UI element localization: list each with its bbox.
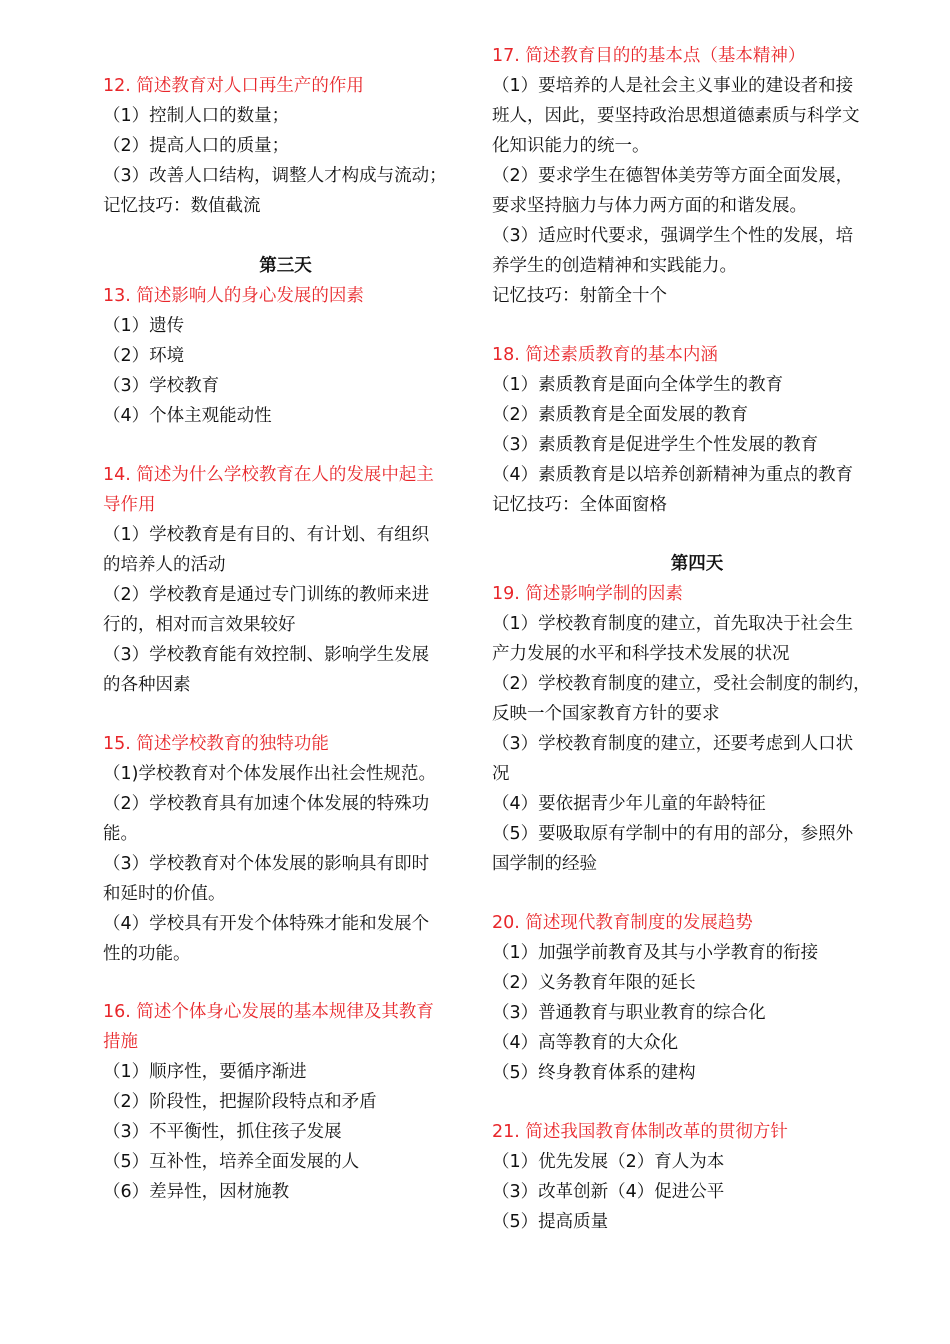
answer-line: （1）素质教育是面向全体学生的教育 [492,375,784,395]
answer-line: （2）环境 [103,346,185,366]
question-20-title: 20. 简述现代教育制度的发展趋势 [492,913,753,933]
answer-line: （4）要依据青少年儿童的年龄特征 [492,794,766,814]
answer-line: （2）学校教育是通过专门训练的教师来进 [103,585,430,605]
memory-tip: 记忆技巧：射箭全十个 [492,286,667,306]
answer-line: （4）高等教育的大众化 [492,1033,679,1053]
question-16 [103,997,468,1207]
answer-line: （1）学校教育制度的建立，首先取决于社会生 [492,614,854,634]
question-15-title: 15. 简述学校教育的独特功能 [103,734,329,754]
question-16-title: 16. 简述个体身心发展的基本规律及其教育 [103,1002,434,1022]
answer-line: （1）顺序性，要循序渐进 [103,1062,307,1082]
answer-line: 况 [492,764,510,784]
answer-line: 要求坚持脑力与体力两方面的和谐发展。 [492,196,807,216]
answer-line: 行的，相对而言效果较好 [103,615,296,635]
answer-line: （5）终身教育体系的建构 [492,1063,696,1083]
answer-line: （4）学校具有开发个体特殊才能和发展个 [103,914,430,934]
answer-line: （3）改革创新（4）促进公平 [492,1182,725,1202]
answer-line: （2）学校教育制度的建立，受社会制度的制约， [492,674,871,694]
answer-line: （3）学校教育对个体发展的影响具有即时 [103,854,430,874]
answer-line: （1)学校教育对个体发展作出社会性规范。 [103,764,436,784]
answer-line: （3）改善人口结构，调整人才构成与流动； [103,166,447,186]
answer-line: 的各种因素 [103,675,191,695]
question-12-title: 12. 简述教育对人口再生产的作用 [103,76,364,96]
answer-line: 反映一个国家教育方针的要求 [492,704,720,724]
answer-line: （1）要培养的人是社会主义事业的建设者和接 [492,76,854,96]
answer-line: （3）学校教育能有效控制、影响学生发展 [103,645,430,665]
answer-line: （3）普通教育与职业教育的综合化 [492,1003,766,1023]
answer-line: （3）素质教育是促进学生个性发展的教育 [492,435,819,455]
question-13-title: 13. 简述影响人的身心发展的因素 [103,286,364,306]
answer-line: （2）素质教育是全面发展的教育 [492,405,749,425]
answer-line: （1）控制人口的数量； [103,106,290,126]
answer-line: （3）学校教育制度的建立，还要考虑到人口状 [492,734,854,754]
answer-line: （2）学校教育具有加速个体发展的特殊功 [103,794,430,814]
day-heading-4 [492,549,902,579]
question-17-title: 17. 简述教育目的的基本点（基本精神） [492,46,806,66]
answer-line: （3）不平衡性，抓住孩子发展 [103,1122,342,1142]
answer-line: 产力发展的水平和科学技术发展的状况 [492,644,790,664]
answer-line: 和延时的价值。 [103,884,226,904]
question-12 [103,71,468,221]
answer-line: （1）学校教育是有目的、有计划、有组织 [103,525,430,545]
question-16-title-cont: 措施 [103,1032,138,1052]
answer-line: （1）优先发展（2）育人为本 [492,1152,725,1172]
day-3-heading: 第三天 [259,256,312,276]
memory-tip: 记忆技巧：数值截流 [103,196,261,216]
answer-line: （1）加强学前教育及其与小学教育的衔接 [492,943,819,963]
answer-line: 化知识能力的统一。 [492,136,650,156]
answer-line: （3）适应时代要求，强调学生个性的发展，培 [492,226,854,246]
question-14 [103,460,468,700]
question-17 [492,41,902,311]
answer-line: （4）素质教育是以培养创新精神为重点的教育 [492,465,854,485]
question-13 [103,281,468,431]
day-4-heading: 第四天 [670,554,724,574]
answer-line: 国学制的经验 [492,854,597,874]
question-21 [492,1117,902,1237]
answer-line: 的培养人的活动 [103,555,226,575]
answer-line: （5）互补性，培养全面发展的人 [103,1152,360,1172]
question-19-title: 19. 简述影响学制的因素 [492,584,683,604]
answer-line: （2）义务教育年限的延长 [492,973,696,993]
answer-line: （1）遗传 [103,316,185,336]
day-heading-3 [103,251,468,281]
answer-line: （2）提高人口的质量； [103,136,290,156]
question-21-title: 21. 简述我国教育体制改革的贯彻方针 [492,1122,788,1142]
question-18-title: 18. 简述素质教育的基本内涵 [492,345,718,365]
answer-line: 性的功能。 [103,944,191,964]
answer-line: 养学生的创造精神和实践能力。 [492,256,737,276]
question-14-title: 14. 简述为什么学校教育在人的发展中起主 [103,465,434,485]
question-20 [492,908,902,1088]
answer-line: （4）个体主观能动性 [103,406,272,426]
answer-line: （3）学校教育 [103,376,220,396]
answer-line: （5）提高质量 [492,1212,609,1232]
answer-line: （5）要吸取原有学制中的有用的部分，参照外 [492,824,854,844]
answer-line: （6）差异性，因材施教 [103,1182,290,1202]
answer-line: 班人，因此，要坚持政治思想道德素质与科学文 [492,106,860,126]
answer-line: （2）阶段性，把握阶段特点和矛盾 [103,1092,377,1112]
answer-line: （2）要求学生在德智体美劳等方面全面发展， [492,166,854,186]
question-14-title-cont: 导作用 [103,495,156,515]
memory-tip: 记忆技巧：全体面窗格 [492,495,667,515]
question-18 [492,340,902,520]
answer-line: 能。 [103,824,138,844]
question-15 [103,729,468,969]
question-19 [492,579,902,879]
